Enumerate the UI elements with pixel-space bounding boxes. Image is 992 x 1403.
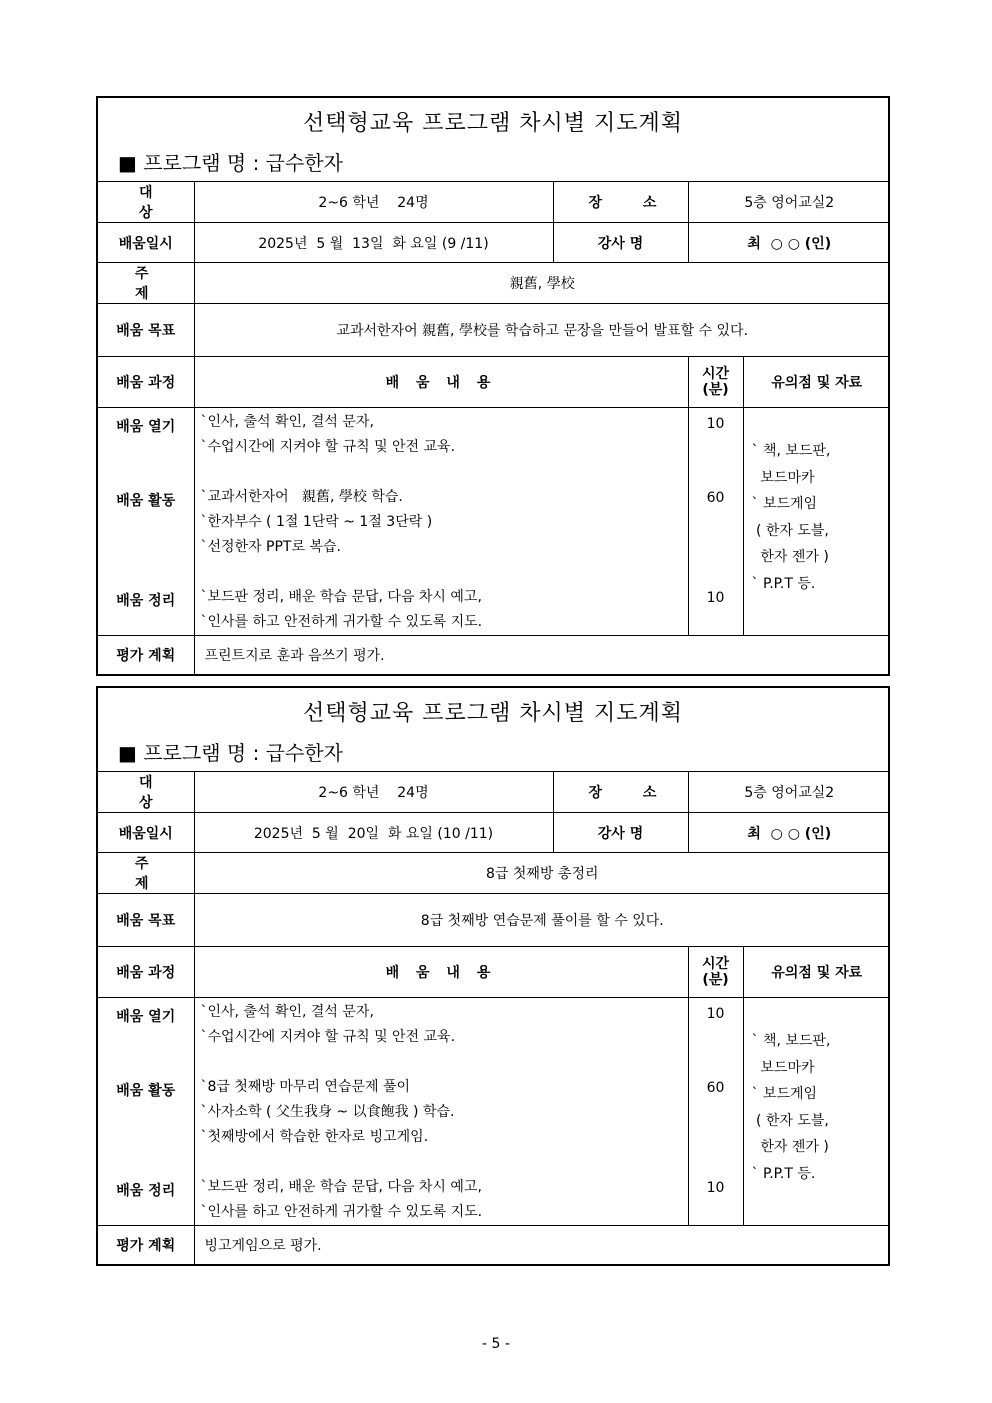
place-label: 장 소 xyxy=(553,182,688,223)
stage-times xyxy=(688,408,743,636)
time-header: 시간 (분) xyxy=(688,357,743,408)
time-header: 시간 (분) xyxy=(688,947,743,998)
teacher-label: 강사 명 xyxy=(553,223,688,263)
material-line: 보드마카 xyxy=(751,1059,815,1076)
program-name: ■ 프로그램 명 : 급수한자 xyxy=(118,741,343,765)
time-close: 10 xyxy=(706,1180,725,1196)
target-value: 2~6 학년 24명 xyxy=(194,772,553,813)
content-header: 배 움 내 용 xyxy=(194,357,688,408)
material-line: ` 보드게임 xyxy=(751,1086,818,1102)
notes-header: 유의점 및 자료 xyxy=(743,947,890,998)
eval-label: 평가 계획 xyxy=(98,636,194,674)
plan-title: 선택형교육 프로그램 차시별 지도계획 xyxy=(302,111,683,136)
materials xyxy=(743,408,890,636)
date-label: 배움일시 xyxy=(98,223,194,263)
topic-label: 주 제 xyxy=(98,263,194,304)
date-value: 2025년 5 월 20일 화 요일 (10 /11) xyxy=(194,813,553,853)
time-open: 10 xyxy=(706,416,725,432)
material-line: ( 한자 도블, xyxy=(751,522,829,539)
topic-value: 親舊, 學校 xyxy=(194,263,890,304)
eval-label: 평가 계획 xyxy=(98,1226,194,1264)
teacher-value: 최 ○ ○ (인) xyxy=(688,813,890,853)
stage-label-open: 배움 열기 xyxy=(116,419,176,435)
time-close: 10 xyxy=(706,590,725,606)
eval-value: 프린트지로 훈과 음쓰기 평가. xyxy=(194,636,890,674)
content-line: `수업시간에 지켜야 할 규칙 및 안전 교육. xyxy=(200,1029,456,1045)
teacher-value: 최 ○ ○ (인) xyxy=(688,223,890,263)
content-line: `8급 첫째방 마무리 연습문제 풀이 xyxy=(200,1079,411,1095)
material-line: ( 한자 도블, xyxy=(751,1112,829,1129)
content-line: `선정한자 PPT로 복습. xyxy=(200,539,341,555)
content-line: `인사를 하고 안전하게 귀가할 수 있도록 지도. xyxy=(200,1204,483,1220)
process-label: 배움 과정 xyxy=(98,357,194,408)
place-value: 5층 영어교실2 xyxy=(688,182,890,223)
stage-label-activity: 배움 활동 xyxy=(116,1083,176,1099)
goal-label: 배움 목표 xyxy=(98,304,194,357)
time-open: 10 xyxy=(706,1006,725,1022)
teacher-label: 강사 명 xyxy=(553,813,688,853)
stage-label-activity: 배움 활동 xyxy=(116,493,176,509)
program-name: ■ 프로그램 명 : 급수한자 xyxy=(118,151,343,175)
content-line: `인사, 출석 확인, 결석 문자, xyxy=(200,414,374,430)
plan-table xyxy=(98,182,890,674)
content-line: `사자소학 ( 父生我身 ~ 以食飽我 ) 학습. xyxy=(200,1104,455,1120)
goal-label: 배움 목표 xyxy=(98,894,194,947)
content-line: `인사, 출석 확인, 결석 문자, xyxy=(200,1004,374,1020)
material-line: 한자 젠가 ) xyxy=(751,549,829,565)
content-line: `보드판 정리, 배운 학습 문답, 다음 차시 예고, xyxy=(200,1179,482,1195)
lesson-plan-1 xyxy=(96,96,890,676)
content-header: 배 움 내 용 xyxy=(194,947,688,998)
target-label: 대 상 xyxy=(98,772,194,813)
content-line: `교과서한자어 親舊, 學校 학습. xyxy=(200,489,403,505)
stage-times xyxy=(688,998,743,1226)
process-label: 배움 과정 xyxy=(98,947,194,998)
page-number: - 5 - xyxy=(482,1336,510,1352)
content-line: `수업시간에 지켜야 할 규칙 및 안전 교육. xyxy=(200,439,456,455)
lesson-plan-2 xyxy=(96,686,890,1266)
stage-contents xyxy=(194,408,688,636)
place-value: 5층 영어교실2 xyxy=(688,772,890,813)
plan-header xyxy=(98,98,888,182)
material-line: ` 책, 보드판, xyxy=(751,1033,831,1049)
stage-label-close: 배움 정리 xyxy=(116,1183,176,1199)
materials xyxy=(743,998,890,1226)
plan-table xyxy=(98,772,890,1264)
material-line: ` 책, 보드판, xyxy=(751,443,831,459)
stage-labels xyxy=(98,998,194,1226)
plan-header xyxy=(98,688,888,772)
time-activity: 60 xyxy=(706,490,725,506)
stage-label-close: 배움 정리 xyxy=(116,593,176,609)
time-activity: 60 xyxy=(706,1080,725,1096)
target-value: 2~6 학년 24명 xyxy=(194,182,553,223)
stage-label-open: 배움 열기 xyxy=(116,1009,176,1025)
date-label: 배움일시 xyxy=(98,813,194,853)
plan-title: 선택형교육 프로그램 차시별 지도계획 xyxy=(302,701,683,726)
material-line: 한자 젠가 ) xyxy=(751,1139,829,1155)
material-line: ` 보드게임 xyxy=(751,496,818,512)
topic-value: 8급 첫째방 총정리 xyxy=(194,853,890,894)
goal-value: 교과서한자어 親舊, 學校를 학습하고 문장을 만들어 발표할 수 있다. xyxy=(194,304,890,357)
topic-label: 주 제 xyxy=(98,853,194,894)
content-line: `보드판 정리, 배운 학습 문답, 다음 차시 예고, xyxy=(200,589,482,605)
content-line: `첫째방에서 학습한 한자로 빙고게임. xyxy=(200,1129,429,1145)
material-line: ` P.P.T 등. xyxy=(751,575,816,592)
stage-labels xyxy=(98,408,194,636)
content-line: `한자부수 ( 1절 1단락 ~ 1절 3단락 ) xyxy=(200,514,433,530)
material-line: 보드마카 xyxy=(751,469,815,486)
place-label: 장 소 xyxy=(553,772,688,813)
eval-value: 빙고게임으로 평가. xyxy=(194,1226,890,1264)
material-line: ` P.P.T 등. xyxy=(751,1165,816,1182)
target-label: 대 상 xyxy=(98,182,194,223)
date-value: 2025년 5 월 13일 화 요일 (9 /11) xyxy=(194,223,553,263)
content-line: `인사를 하고 안전하게 귀가할 수 있도록 지도. xyxy=(200,614,483,630)
notes-header: 유의점 및 자료 xyxy=(743,357,890,408)
stage-contents xyxy=(194,998,688,1226)
goal-value: 8급 첫째방 연습문제 풀이를 할 수 있다. xyxy=(194,894,890,947)
